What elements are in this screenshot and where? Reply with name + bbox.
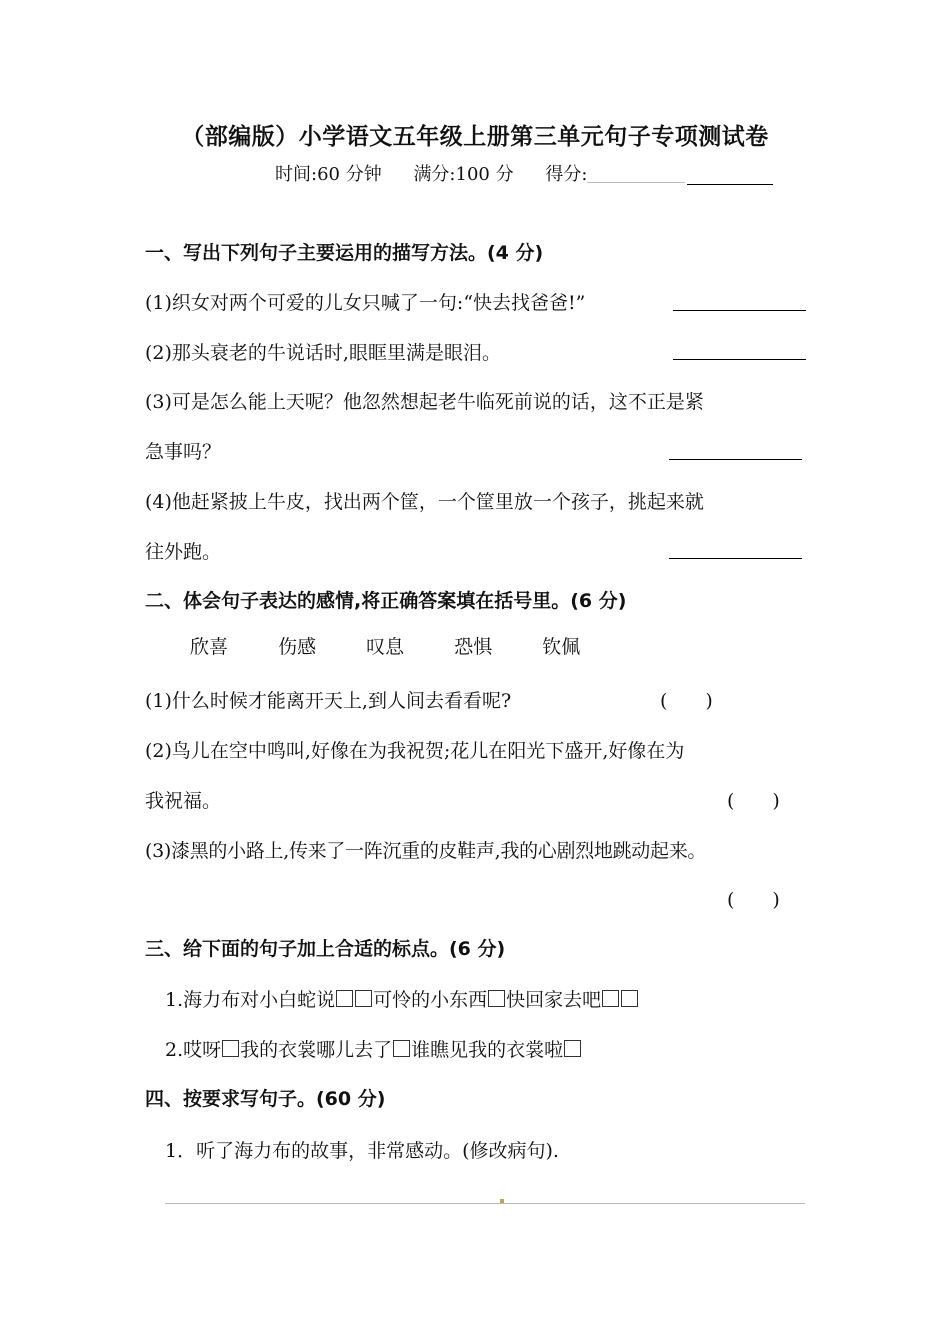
s3-q2-text: 2.哎呀: [165, 1039, 222, 1061]
option-item: 叹息: [366, 636, 405, 658]
s2-q1-answer-paren[interactable]: ( ): [660, 690, 713, 712]
s1-question-3-line2: 急事吗？: [145, 441, 222, 463]
score-label: 得分:: [545, 164, 588, 185]
s2-question-3: (3)漆黑的小路上,传来了一阵沉重的皮鞋声,我的心剧烈地跳动起来。: [145, 840, 707, 862]
time-limit: 时间:60 分钟: [275, 164, 382, 185]
section-1-heading: 一、写出下列句子主要运用的描写方法。(4 分): [145, 242, 544, 264]
punctuation-box[interactable]: [222, 1040, 239, 1057]
punctuation-box[interactable]: [336, 990, 353, 1007]
punctuation-box[interactable]: [621, 990, 638, 1007]
option-item: 伤感: [278, 636, 317, 658]
s1-question-1: (1)织女对两个可爱的儿女只喊了一句:“快去找爸爸!”: [145, 292, 586, 314]
section-4-heading: 四、按要求写句子。(60 分): [145, 1088, 386, 1110]
s1-question-4-line1: (4)他赶紧披上牛皮，找出两个筐，一个筐里放一个孩子，挑起来就: [145, 491, 704, 513]
option-item: 钦佩: [542, 636, 581, 658]
option-item: 欣喜: [190, 636, 229, 658]
punctuation-box[interactable]: [393, 1040, 410, 1057]
s1-q2-answer-blank[interactable]: [673, 359, 806, 360]
s1-question-2: (2)那头衰老的牛说话时,眼眶里满是眼泪。: [145, 342, 501, 364]
s3-q1-text: 可怜的小东西: [373, 989, 488, 1011]
score-blank[interactable]: [587, 164, 773, 186]
option-item: 恐惧: [454, 636, 493, 658]
s1-q4-answer-blank[interactable]: [669, 558, 802, 559]
s2-q3-answer-paren[interactable]: ( ): [727, 889, 780, 911]
s2-question-2-line1: (2)鸟儿在空中鸣叫,好像在为我祝贺;花儿在阳光下盛开,好像在为: [145, 740, 685, 762]
s2-question-1: (1)什么时候才能离开天上,到人间去看看呢?: [145, 690, 512, 712]
s3-q2-text: 谁瞧见我的衣裳啦: [411, 1039, 564, 1061]
stray-mark: [500, 1199, 504, 1203]
s2-question-2-line2: 我祝福。: [145, 790, 222, 812]
punctuation-box[interactable]: [602, 990, 619, 1007]
emotion-options: [190, 632, 624, 659]
s1-q3-answer-blank[interactable]: [669, 459, 802, 460]
full-score: 满分:100 分: [413, 164, 514, 185]
punctuation-box[interactable]: [355, 990, 372, 1007]
s4-question-1: 1．听了海力布的故事，非常感动。(修改病句).: [165, 1140, 559, 1162]
page-title: （部编版）小学语文五年级上册第三单元句子专项测试卷: [181, 124, 769, 150]
s1-question-3-line1: (3)可是怎么能上天呢？他忽然想起老牛临死前说的话，这不正是紧: [145, 391, 704, 413]
punctuation-box[interactable]: [488, 990, 505, 1007]
punctuation-box[interactable]: [564, 1040, 581, 1057]
s3-question-1: [165, 985, 639, 1012]
s1-q1-answer-blank[interactable]: [673, 310, 806, 311]
exam-meta: [275, 160, 799, 186]
section-3-heading: 三、给下面的句子加上合适的标点。(6 分): [145, 938, 506, 960]
section-2-heading: 二、体会句子表达的感情,将正确答案填在括号里。(6 分): [145, 590, 627, 612]
s3-q1-text: 快回家去吧: [506, 989, 602, 1011]
s3-q1-text: 1.海力布对小白蛇说: [165, 989, 336, 1011]
s3-q2-text: 我的衣裳哪儿去了: [240, 1039, 393, 1061]
s4-q1-answer-line[interactable]: [165, 1203, 805, 1204]
s1-question-4-line2: 往外跑。: [145, 541, 222, 563]
s3-question-2: [165, 1035, 582, 1062]
s2-q2-answer-paren[interactable]: ( ): [727, 790, 780, 812]
